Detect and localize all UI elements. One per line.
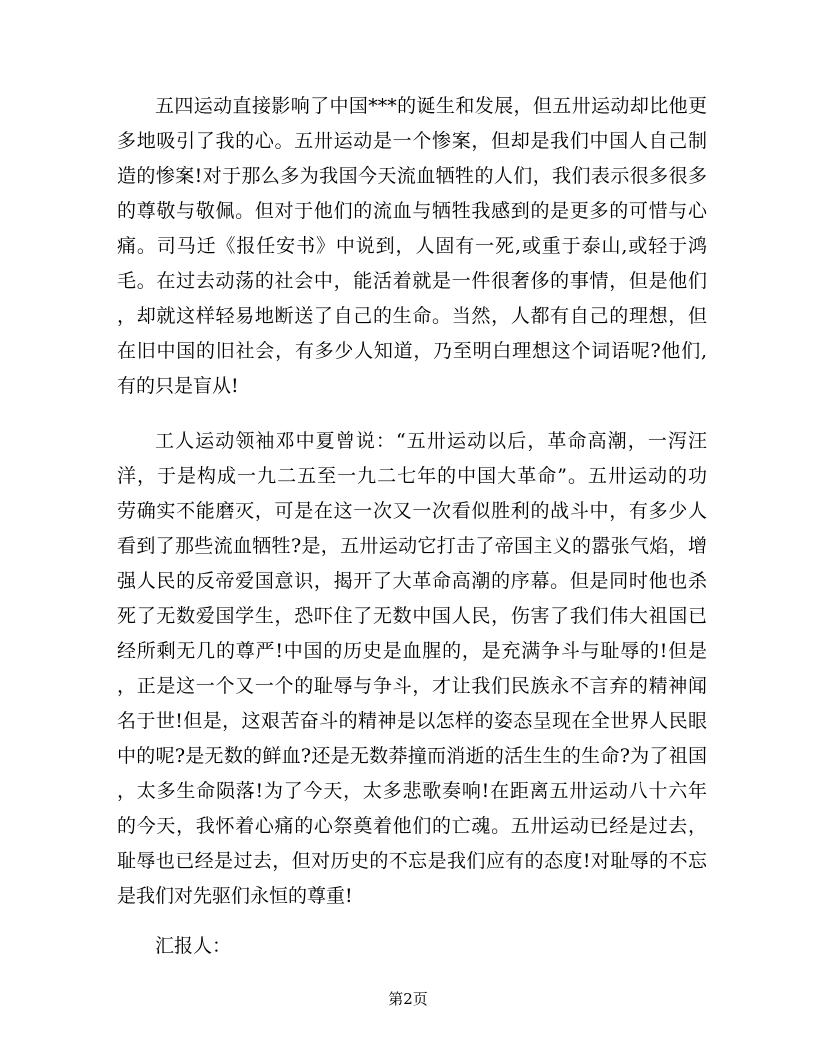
paragraph-2-line-3: 劳确实不能磨灭，可是在这一次又一次看似胜利的战斗中，有多少人 [117, 500, 707, 522]
reporter-label: 汇报人： [155, 935, 232, 957]
paragraph-1-line-8: 在旧中国的旧社会，有多少人知道，乃至明白理想这个词语呢?他们, [117, 340, 707, 362]
paragraph-2-line-13: 耻辱也已经是过去，但对历史的不忘是我们应有的态度!对耻辱的不忘 [117, 850, 707, 872]
paragraph-2-line-8: ，正是这一个又一个的耻辱与争斗，才让我们民族永不言弃的精神闻 [117, 675, 707, 697]
paragraph-2-line-10: 中的呢?是无数的鲜血?还是无数莽撞而消逝的活生生的生命?为了祖国 [117, 745, 707, 767]
paragraph-2-line-9: 名于世!但是，这艰苦奋斗的精神是以怎样的姿态呈现在全世界人民眼 [117, 710, 707, 732]
paragraph-2-line-12: 的今天，我怀着心痛的心祭奠着他们的亡魂。五卅运动已经是过去， [117, 815, 707, 837]
paragraph-1-line-1: 五四运动直接影响了中国***的诞生和发展，但五卅运动却比他更 [155, 95, 707, 117]
paragraph-1-line-4: 的尊敬与敬佩。但对于他们的流血与牺牲我感到的是更多的可惜与心 [117, 200, 707, 222]
paragraph-2-line-11: ，太多生命陨落!为了今天，太多悲歌奏响!在距离五卅运动八十六年 [117, 780, 707, 802]
paragraph-1-line-7: ，却就这样轻易地断送了自己的生命。当然，人都有自己的理想，但 [117, 305, 707, 327]
paragraph-1-line-9: 有的只是盲从! [117, 375, 239, 397]
paragraph-1-line-5: 痛。司马迁《报任安书》中说到，人固有一死,或重于泰山,或轻于鸿 [117, 235, 707, 257]
paragraph-2-line-1: 工人运动领袖邓中夏曾说：“五卅运动以后，革命高潮，一泻汪 [155, 430, 707, 452]
paragraph-1-line-3: 造的惨案!对于那么多为我国今天流血牺牲的人们，我们表示很多很多 [117, 165, 707, 187]
paragraph-2-line-4: 看到了那些流血牺牲?是，五卅运动它打击了帝国主义的嚣张气焰，增 [117, 535, 707, 557]
page-number-footer: 第2页 [388, 990, 428, 1008]
paragraph-2-line-6: 死了无数爱国学生，恐吓住了无数中国人民，伤害了我们伟大祖国已 [117, 605, 707, 627]
paragraph-2-line-5: 强人民的反帝爱国意识，揭开了大革命高潮的序幕。但是同时他也杀 [117, 570, 707, 592]
paragraph-2-line-14: 是我们对先驱们永恒的尊重! [117, 885, 353, 907]
paragraph-1-line-6: 毛。在过去动荡的社会中，能活着就是一件很奢侈的事情，但是他们 [117, 270, 707, 292]
paragraph-2-line-2: 洋，于是构成一九二五至一九二七年的中国大革命”。五卅运动的功 [117, 465, 707, 487]
paragraph-2-line-7: 经所剩无几的尊严!中国的历史是血腥的，是充满争斗与耻辱的!但是 [117, 640, 707, 662]
paragraph-1-line-2: 多地吸引了我的心。五卅运动是一个惨案，但却是我们中国人自己制 [117, 130, 707, 152]
